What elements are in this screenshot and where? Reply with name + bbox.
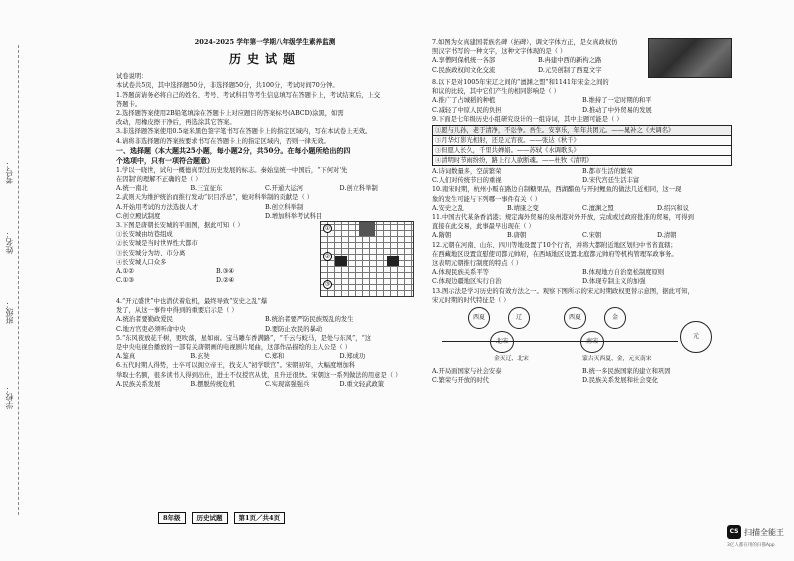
option-b[interactable]: B.三宜征东 xyxy=(190,185,223,193)
question-stem: 5.“东风夜放花千树，更吹落，星如雨。宝马雕车香满路”，“千云与蛟马，是处与东风”，“这 xyxy=(116,334,372,342)
option-b[interactable]: B.统治者要严防民族叛乱的发生 xyxy=(265,316,354,324)
poem-line: ④清明时节雨纷纷，路上行人欲断魂。——杜牧《清明》 xyxy=(435,157,593,165)
option-d[interactable]: D.推动了中外贸易的发展 xyxy=(582,106,652,114)
option-c[interactable]: C.繁荣与开放的时代 xyxy=(432,377,489,385)
question-stem: 宋元时期的时代特征是（ ） xyxy=(432,296,510,304)
option-b[interactable]: B.冉建中西的新构之路 xyxy=(538,57,602,65)
poem-table xyxy=(432,125,732,166)
question-stem: 这表明元朝推行制度的特点（ ） xyxy=(432,260,523,268)
question-stem: 8.以下是对1005年宋辽之间的“澶渊之盟”和1141年宋金之间的 xyxy=(432,79,609,86)
option-d[interactable]: D.要防止农民的暴动 xyxy=(265,325,323,333)
option-a[interactable]: A.安史之乱 xyxy=(432,204,464,212)
question-8 xyxy=(432,78,732,115)
bei-song-circle: 北宋 xyxy=(490,331,514,353)
scanner-badge xyxy=(727,525,784,539)
question-stem: 直接在此交易，此事最早出现在（ ） xyxy=(432,223,535,231)
instruction-line: 3.非选择题答案使用0.5毫米黑色签字笔书写在答题卡上的指定区域内，写在本试卷上无效。 xyxy=(116,128,372,136)
nan-song-circle: 南宋 xyxy=(580,331,604,353)
instruction-line: 改动，用橡皮擦干净后，再选涂其它答案。 xyxy=(116,119,236,127)
option-b[interactable]: B.创立科举制 xyxy=(265,203,304,211)
mongol-conquest-label: 蒙古灭西夏、金，元灭南宋 xyxy=(582,356,652,363)
question-2 xyxy=(116,193,414,221)
option-b[interactable]: B.唐朝 xyxy=(507,232,527,240)
question-stem: 7.如图为女真建国者族名碑（拓碑），调文字体方正，是女真政权仿 xyxy=(432,39,618,46)
section1-title-cont: 个选项中，只有一项符合题意） xyxy=(116,155,214,165)
question-stem: 1.学以一晓世，试句一概德真型过历史发展的标志。秦始皇统一中国后，“下何对'先 xyxy=(116,166,348,174)
option-b[interactable]: B.维持了一定时期的和平 xyxy=(582,97,652,105)
option-d[interactable]: D.增加科举考试科目 xyxy=(265,212,323,220)
option-d[interactable]: D.②④ xyxy=(216,277,235,285)
left-column xyxy=(116,38,414,389)
options-row xyxy=(116,325,414,334)
right-column xyxy=(432,38,732,385)
section1-title: 一、选择题（本大题共25小题，每小题2分，共50分。在每小题所给出的四 xyxy=(116,145,351,155)
question-stem: 11.中国古代某条香消港；规定海外贸易的泉州港对外开放，完成或过政府批准的贸易，可得到 xyxy=(432,214,694,222)
option-b[interactable]: B.③④ xyxy=(216,268,234,276)
class-label: 班级： xyxy=(5,300,14,324)
options-row xyxy=(432,66,644,75)
option-a[interactable]: A.体现民族关系平等 xyxy=(432,269,489,277)
option-a[interactable]: A.统治者要勤政爱民 xyxy=(116,316,173,324)
question-5 xyxy=(116,334,414,362)
instruction-line: 2.选择题答案使用2B铅笔填涂在答题卡上对应题目的答案标号(ABCD)涂黑，如需 xyxy=(116,110,344,118)
q3-item: ④长安城人口众多 xyxy=(116,258,167,266)
option-a[interactable]: A.推广了占城稻的种植 xyxy=(432,97,496,105)
page-footer xyxy=(158,512,285,524)
timeline-arrow xyxy=(442,341,678,342)
map-marker-2: ② xyxy=(324,253,331,261)
option-d[interactable]: D.创立科举制 xyxy=(339,185,378,193)
instruction-line: 4.请将非选择题的答案按要求书写在答题卡上的指定区域内，否则一律无效。 xyxy=(116,137,330,145)
binding-dashed-line xyxy=(18,45,19,515)
subject-title: 历史试题 xyxy=(228,52,301,67)
yuan-circle: 元 xyxy=(680,321,712,353)
question-1 xyxy=(116,166,414,194)
instructions-heading: 试卷说明： xyxy=(116,73,148,81)
instruction-line: 本试卷共5页，其中选择题50分，非选择题50分，共100分，考试时间70分钟。 xyxy=(116,82,339,90)
poem-line: ③月华灯影光相射，还是元宵夜。——张达《秋千》 xyxy=(433,136,731,146)
question-stem: 2.武则天为维护统治而推行发动“识目浮忌”，她对科举制的贡献是（ ） xyxy=(116,194,314,202)
options-row xyxy=(116,267,316,276)
options-row xyxy=(116,203,414,212)
option-a[interactable]: A.开始用考试的方法选拔人才 xyxy=(116,203,199,211)
changan-city-map xyxy=(320,221,414,297)
question-stem: 象的发生可能与下列哪一事件有关（ ） xyxy=(432,195,542,203)
jin-circle: 金 xyxy=(604,307,626,329)
option-d[interactable]: D.宋代宫廷生活丰富 xyxy=(582,177,640,185)
option-b[interactable]: B.摆脱传统危机 xyxy=(190,380,235,388)
q3-item: ②长安城是当时世界性大都市 xyxy=(116,240,198,248)
options-row xyxy=(432,376,732,385)
option-a[interactable]: A.开局面国家与社会安泰 xyxy=(432,368,502,376)
question-10 xyxy=(432,185,732,213)
option-d[interactable]: D.民族关系发展和社会变化 xyxy=(582,377,659,385)
east-market-block xyxy=(387,256,399,266)
option-a[interactable]: A.鉴真 xyxy=(116,353,136,361)
xixia-circle: 西夏 xyxy=(468,307,490,329)
options-row xyxy=(432,204,732,213)
jin-conquest-label: 金灭辽、北宋 xyxy=(494,356,529,363)
question-stem: 13.图示法是学习历史的有效方法之一。观察下图所示的宋元时期政权更替示意图，据此可知， xyxy=(432,287,694,295)
footer-subject: 历史试题 xyxy=(192,512,228,524)
palace-block xyxy=(359,222,375,236)
option-c[interactable]: C.开通大运河 xyxy=(265,185,304,193)
poem-line: ③但愿人长久，千里共婵娟。——苏轼《水调歌头》 xyxy=(433,146,731,156)
options-row xyxy=(116,276,316,285)
exam-title: 2024-2025 学年第一学期八年级学生素养监测 xyxy=(194,38,336,46)
option-b[interactable]: B.玄奘 xyxy=(190,353,210,361)
options-row xyxy=(432,277,732,286)
options-row xyxy=(432,231,732,240)
options-row xyxy=(116,380,414,389)
option-d[interactable]: D.元昊创制了西夏文字 xyxy=(538,66,602,74)
options-row xyxy=(432,367,732,376)
option-d[interactable]: D.清朝 xyxy=(657,232,677,240)
option-c[interactable]: C.宋朝 xyxy=(582,232,602,240)
question-stem: 和议的比较，其中它们产生的相同影响是（ ） xyxy=(432,88,560,96)
options-row xyxy=(116,184,414,193)
question-13 xyxy=(432,287,732,386)
question-6 xyxy=(116,361,414,389)
question-stem: 4.“开元盛世”中也潜伏着危机，最终导致“安史之乱”爆 xyxy=(116,298,268,306)
question-stem: 9.下面是七年级历史小组研究设计的一组诗词，其中主题可能是（ ） xyxy=(432,115,623,123)
question-9 xyxy=(432,115,732,186)
camscanner-logo-icon: CS xyxy=(727,525,741,539)
option-a[interactable]: A.统一南北 xyxy=(116,185,148,193)
option-a[interactable]: A.享僧阿保机统一各部 xyxy=(432,57,496,65)
option-d[interactable]: D.绍兴和议 xyxy=(657,204,690,212)
options-row xyxy=(116,212,414,221)
options-row xyxy=(432,56,644,65)
question-stem: 6.五代时期人得势，士卒可以拥立帝王，找支人“初学联宫”。宋朝初年，大幅度增加科 xyxy=(116,362,356,370)
options-row xyxy=(432,96,732,105)
option-a[interactable]: A.民族关系发展 xyxy=(116,380,161,388)
footer-page-number: 第1页／共4页 xyxy=(234,512,286,524)
option-a[interactable]: A.①② xyxy=(116,268,134,276)
liao-circle: 辽 xyxy=(508,307,530,329)
option-b[interactable]: B.体现地方自治宽松制度原则 xyxy=(582,269,665,277)
option-d[interactable]: D.郑成功 xyxy=(339,353,366,361)
option-b[interactable]: B.靖康之变 xyxy=(507,204,539,212)
exam-no-label: 考号： xyxy=(5,160,14,184)
question-7 xyxy=(432,38,732,78)
question-stem: 举取士名额，很多读书人得到出仕，进士不仅授官从优，且升迁很快。宋朝这一系列做法的用意是（ ） xyxy=(116,371,402,379)
options-row xyxy=(432,167,732,176)
option-c[interactable]: C.体现边疆地区实行自治 xyxy=(432,278,502,286)
question-12 xyxy=(432,241,732,287)
question-stem: 12.元朝在河南、山东、四川等地设置了10个行省，并将大都附近地区划归中书省直辖； xyxy=(432,241,677,249)
options-row xyxy=(432,268,732,277)
option-c[interactable]: C.地方官吏必须听命中央 xyxy=(116,325,186,333)
option-c[interactable]: C.实现富强强兵 xyxy=(265,380,310,388)
question-3 xyxy=(116,221,414,297)
question-4 xyxy=(116,297,414,334)
footer-grade: 8年级 xyxy=(158,512,186,524)
xixia2-circle: 西夏 xyxy=(564,307,586,329)
scanner-tagline: 3亿人都在用的扫描App xyxy=(727,543,775,548)
options-row xyxy=(432,106,732,115)
option-b[interactable]: B.都市生活的繁荣 xyxy=(582,168,633,176)
question-stem: 照汉字书写的一种文字，这种文字体现的是（ ） xyxy=(432,48,567,56)
question-stem: 在西藏地区设置宣慰使司都元帅府，在西域地区设置北庭都元帅府等机构管理军政事务。 xyxy=(432,250,678,258)
instruction-line: 1.答题前请务必将自己的姓名、考号、考试科目等考生信息填写在答题卡上，考试结束后，上交 xyxy=(116,91,381,99)
options-row xyxy=(116,352,414,361)
west-market-block xyxy=(335,256,347,266)
scanner-app-name: 扫描全能王 xyxy=(744,527,784,537)
map-marker-1: ① xyxy=(324,225,331,233)
option-c[interactable]: C.郑和 xyxy=(265,353,285,361)
question-11 xyxy=(432,213,732,241)
option-a[interactable]: A.隋朝 xyxy=(432,232,452,240)
option-d[interactable]: D.体现专制主义的加强 xyxy=(582,278,646,286)
instruction-line: 答题卡。 xyxy=(116,100,142,108)
name-label: 姓名： xyxy=(5,230,14,254)
option-c[interactable]: C.减轻了中原人民的负担 xyxy=(432,106,502,114)
question-stem: 在因制'的理解不正确的是（ ） xyxy=(116,176,202,184)
q3-item: ③长安城分为坊、市分离 xyxy=(116,249,186,257)
options-row xyxy=(432,176,732,185)
poem-line: ①愿与儿孙，老于清净，不讼争。吾生。安享乐，年年共团元。——晁补之《夫调名》 xyxy=(433,126,731,136)
option-a[interactable]: A.诗词数量多，空前繁荣 xyxy=(432,168,502,176)
regime-succession-diagram xyxy=(432,307,732,365)
option-c[interactable]: C.创立殿试制度 xyxy=(116,212,161,220)
instructions xyxy=(116,72,414,146)
question-stem: 发了，从这一事件中得到的重要启示是（ ） xyxy=(116,307,238,315)
question-stem: 3.下图是唐朝长安城的平面图，据此可知（ ） xyxy=(116,222,244,230)
question-stem: 是中央电视台播放的一部有关唐朝画的电视剧片尾曲，这部作品描绘的主人公是（ ） xyxy=(116,344,351,352)
question-stem: 10.南宋时期，杭州小贩在路边自制糖果品，西湖醋鱼与开封鲤鱼的做法几近相同，这一现 xyxy=(432,186,682,194)
options-row xyxy=(116,315,414,324)
option-c[interactable]: C.民族政权间文化交流 xyxy=(432,66,496,74)
stele-rubbing-photo xyxy=(648,38,732,78)
binding-strip xyxy=(0,0,28,561)
school-label: 学校： xyxy=(5,385,14,409)
q3-item: ①长安城由坊巷组成 xyxy=(116,231,173,239)
option-b[interactable]: B.统一多民族国家的建立和巩固 xyxy=(582,368,671,376)
option-d[interactable]: D.重文轻武政策 xyxy=(339,380,385,388)
map-marker-3: ③ xyxy=(324,281,331,289)
option-c[interactable]: C.澶渊之盟 xyxy=(582,204,614,212)
option-c[interactable]: C.①③ xyxy=(116,277,134,285)
option-c[interactable]: C.人们对传统节日的重视 xyxy=(432,177,502,185)
